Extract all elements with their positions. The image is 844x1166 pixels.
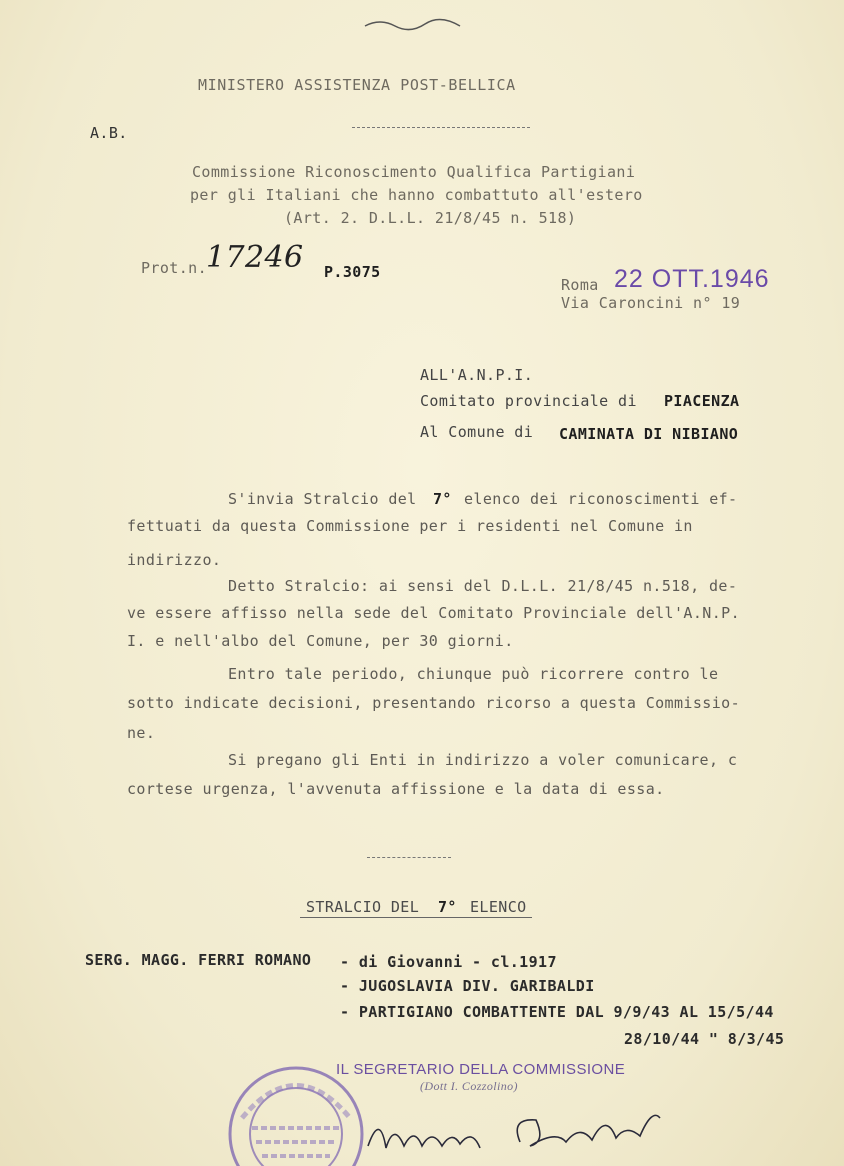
extract-title-prefix: STRALCIO DEL	[306, 898, 420, 916]
official-stamp-icon	[222, 1058, 372, 1166]
extract-line-3: - PARTIGIANO COMBATTENTE DAL 9/9/43 AL 15/5/44	[340, 1003, 774, 1021]
handwritten-signature-icon	[360, 1102, 670, 1166]
body-p2-b: ve essere affisso nella sede del Comitato Provinciale dell'A.N.P.	[127, 604, 740, 622]
recipient-line-3-town: CAMINATA DI NIBIANO	[559, 425, 739, 443]
document-initials: A.B.	[90, 124, 128, 142]
body-p4-a: Si pregano gli Enti in indirizzo a voler comunicare, c	[228, 751, 738, 769]
body-p1-b: elenco dei riconoscimenti ef-	[464, 490, 738, 508]
signatory-name: (Dott I. Cozzolino)	[420, 1079, 518, 1093]
ministry-heading: MINISTERO ASSISTENZA POST-BELLICA	[198, 76, 516, 94]
top-mark-icon	[360, 14, 480, 34]
extract-title-num: 7°	[438, 898, 457, 916]
extract-divider	[367, 857, 451, 858]
commission-line-2: per gli Italiani che hanno combattuto all'estero	[190, 186, 643, 204]
recipient-line-2-city: PIACENZA	[664, 392, 740, 410]
recipient-line-3-prefix: Al Comune di	[420, 423, 534, 441]
extract-line-4: 28/10/44 " 8/3/45	[624, 1030, 785, 1048]
body-p3-a: Entro tale periodo, chiunque può ricorrere contro le	[228, 665, 719, 683]
body-p1-num: 7°	[433, 490, 452, 508]
commission-line-3: (Art. 2. D.L.L. 21/8/45 n. 518)	[284, 209, 577, 227]
body-p4-b: cortese urgenza, l'avvenuta affissione e la data di essa.	[127, 780, 665, 798]
body-p1-a: S'invia Stralcio del	[228, 490, 417, 508]
body-p3-b: sotto indicate decisioni, presentando ricorso a questa Commissio-	[127, 694, 740, 712]
extract-line-2: - JUGOSLAVIA DIV. GARIBALDI	[340, 977, 595, 995]
extract-name: SERG. MAGG. FERRI ROMANO	[85, 951, 312, 969]
body-p1-d: indirizzo.	[127, 551, 222, 569]
commission-line-1: Commissione Riconoscimento Qualifica Partigiani	[192, 163, 636, 181]
body-p1-c: fettuati da questa Commissione per i residenti nel Comune in	[127, 517, 693, 535]
signatory-title: IL SEGRETARIO DELLA COMMISSIONE	[336, 1061, 626, 1078]
extract-title-underline	[300, 917, 532, 918]
protocol-number-handwritten: 17246	[206, 240, 304, 275]
extract-title-suffix: ELENCO	[470, 898, 527, 916]
protocol-reference: P.3075	[324, 263, 381, 281]
header-divider	[352, 127, 530, 128]
recipient-line-1: ALL'A.N.P.I.	[420, 366, 534, 384]
body-p2-c: I. e nell'albo del Comune, per 30 giorni.	[127, 632, 514, 650]
place-city: Roma	[561, 276, 599, 294]
recipient-line-2-prefix: Comitato provinciale di	[420, 392, 637, 410]
extract-line-1: - di Giovanni - cl.1917	[340, 953, 557, 971]
place-address: Via Caroncini n° 19	[561, 294, 741, 312]
protocol-label: Prot.n.	[141, 259, 208, 277]
body-p3-c: ne.	[127, 724, 156, 742]
body-p2-a: Detto Stralcio: ai sensi del D.L.L. 21/8/45 n.518, de-	[228, 577, 738, 595]
date-stamp: 22 OTT.1946	[614, 265, 770, 293]
